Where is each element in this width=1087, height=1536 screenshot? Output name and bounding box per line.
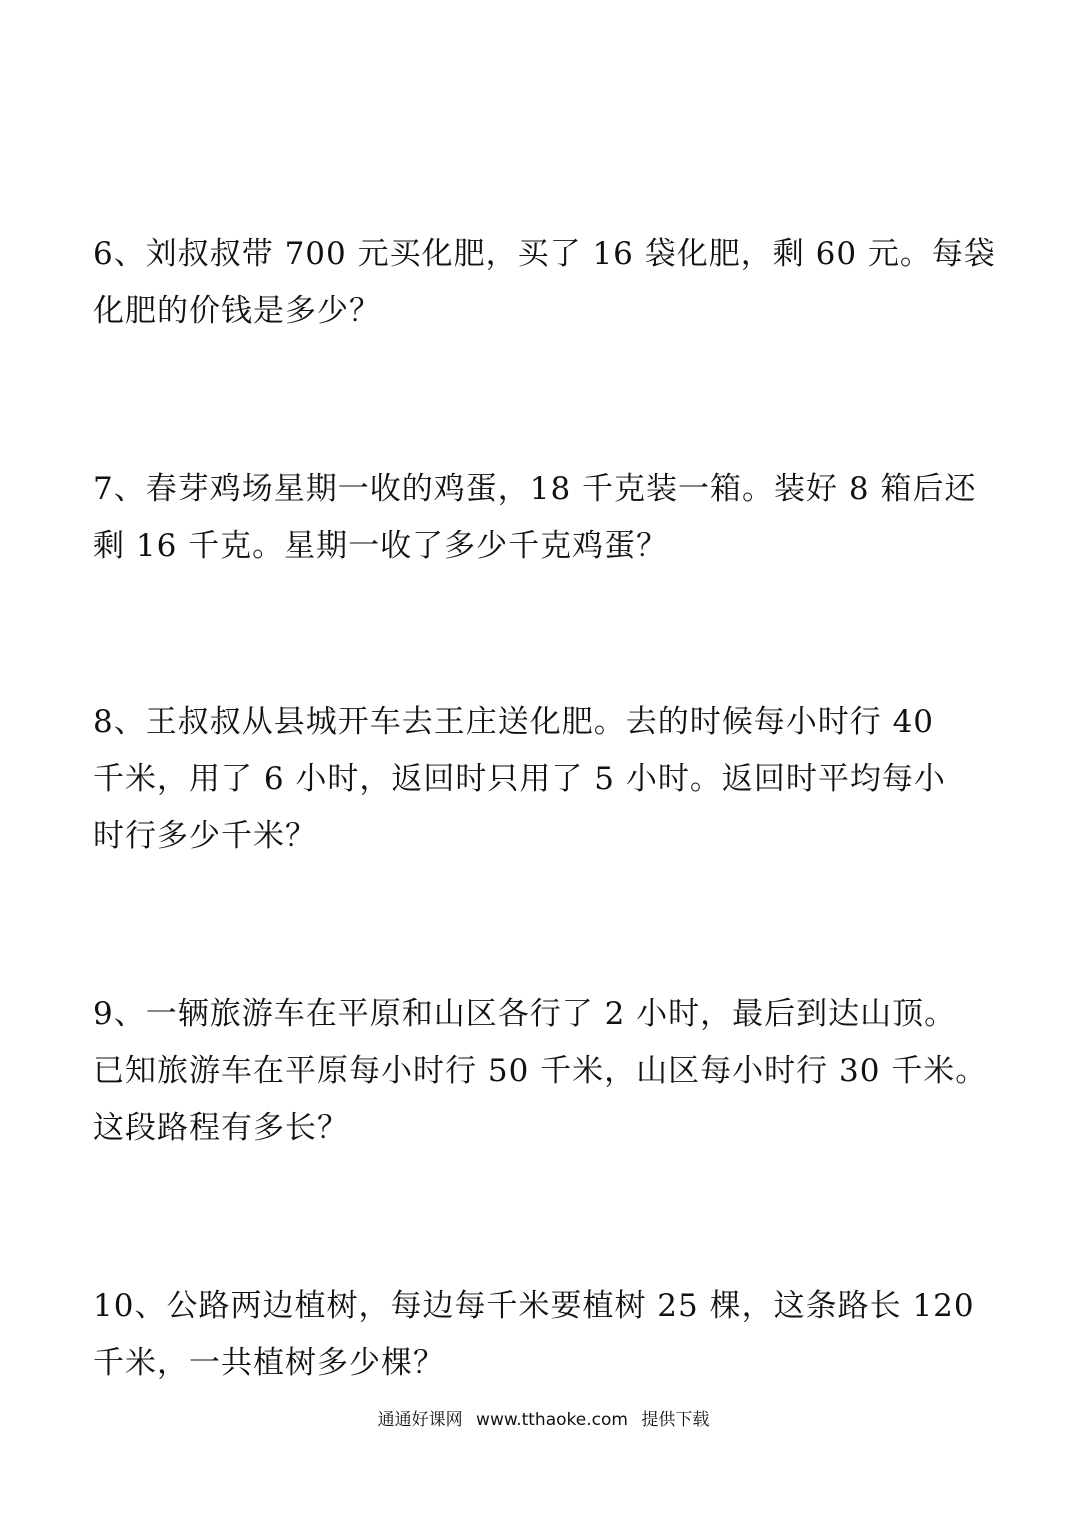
problem-7	[93, 461, 983, 575]
footer-note: 提供下载	[641, 1410, 710, 1430]
problem-line: 7、春芽鸡场星期一收的鸡蛋，18 千克装一箱。装好 8 箱后还	[93, 471, 977, 507]
problem-9	[93, 986, 988, 1157]
problem-6	[93, 226, 996, 340]
problem-line: 6、刘叔叔带 700 元买化肥，买了 16 袋化肥，剩 60 元。每袋	[93, 236, 996, 272]
problem-line: 10、公路两边植树，每边每千米要植树 25 棵，这条路长 120	[93, 1288, 975, 1324]
footer-url: www.tthaoke.com	[476, 1410, 628, 1430]
problem-line: 千米，一共植树多少棵？	[93, 1345, 445, 1381]
problem-line: 已知旅游车在平原每小时行 50 千米，山区每小时行 30 千米。	[93, 1053, 988, 1089]
problem-line: 化肥的价钱是多少？	[93, 293, 381, 329]
problem-line: 剩 16 千克。星期一收了多少千克鸡蛋？	[93, 528, 669, 564]
problem-line: 时行多少千米？	[93, 818, 317, 854]
problem-line: 8、王叔叔从县城开车去王庄送化肥。去的时候每小时行 40	[93, 704, 935, 740]
problem-line: 9、一辆旅游车在平原和山区各行了 2 小时，最后到达山顶。	[93, 996, 957, 1032]
page-footer	[0, 1408, 1087, 1432]
problem-8	[93, 694, 983, 865]
problem-line: 千米，用了 6 小时，返回时只用了 5 小时。返回时平均每小	[93, 761, 946, 797]
footer-site-name: 通通好课网	[377, 1410, 463, 1430]
problem-10	[93, 1278, 983, 1392]
problem-line: 这段路程有多长？	[93, 1110, 349, 1146]
